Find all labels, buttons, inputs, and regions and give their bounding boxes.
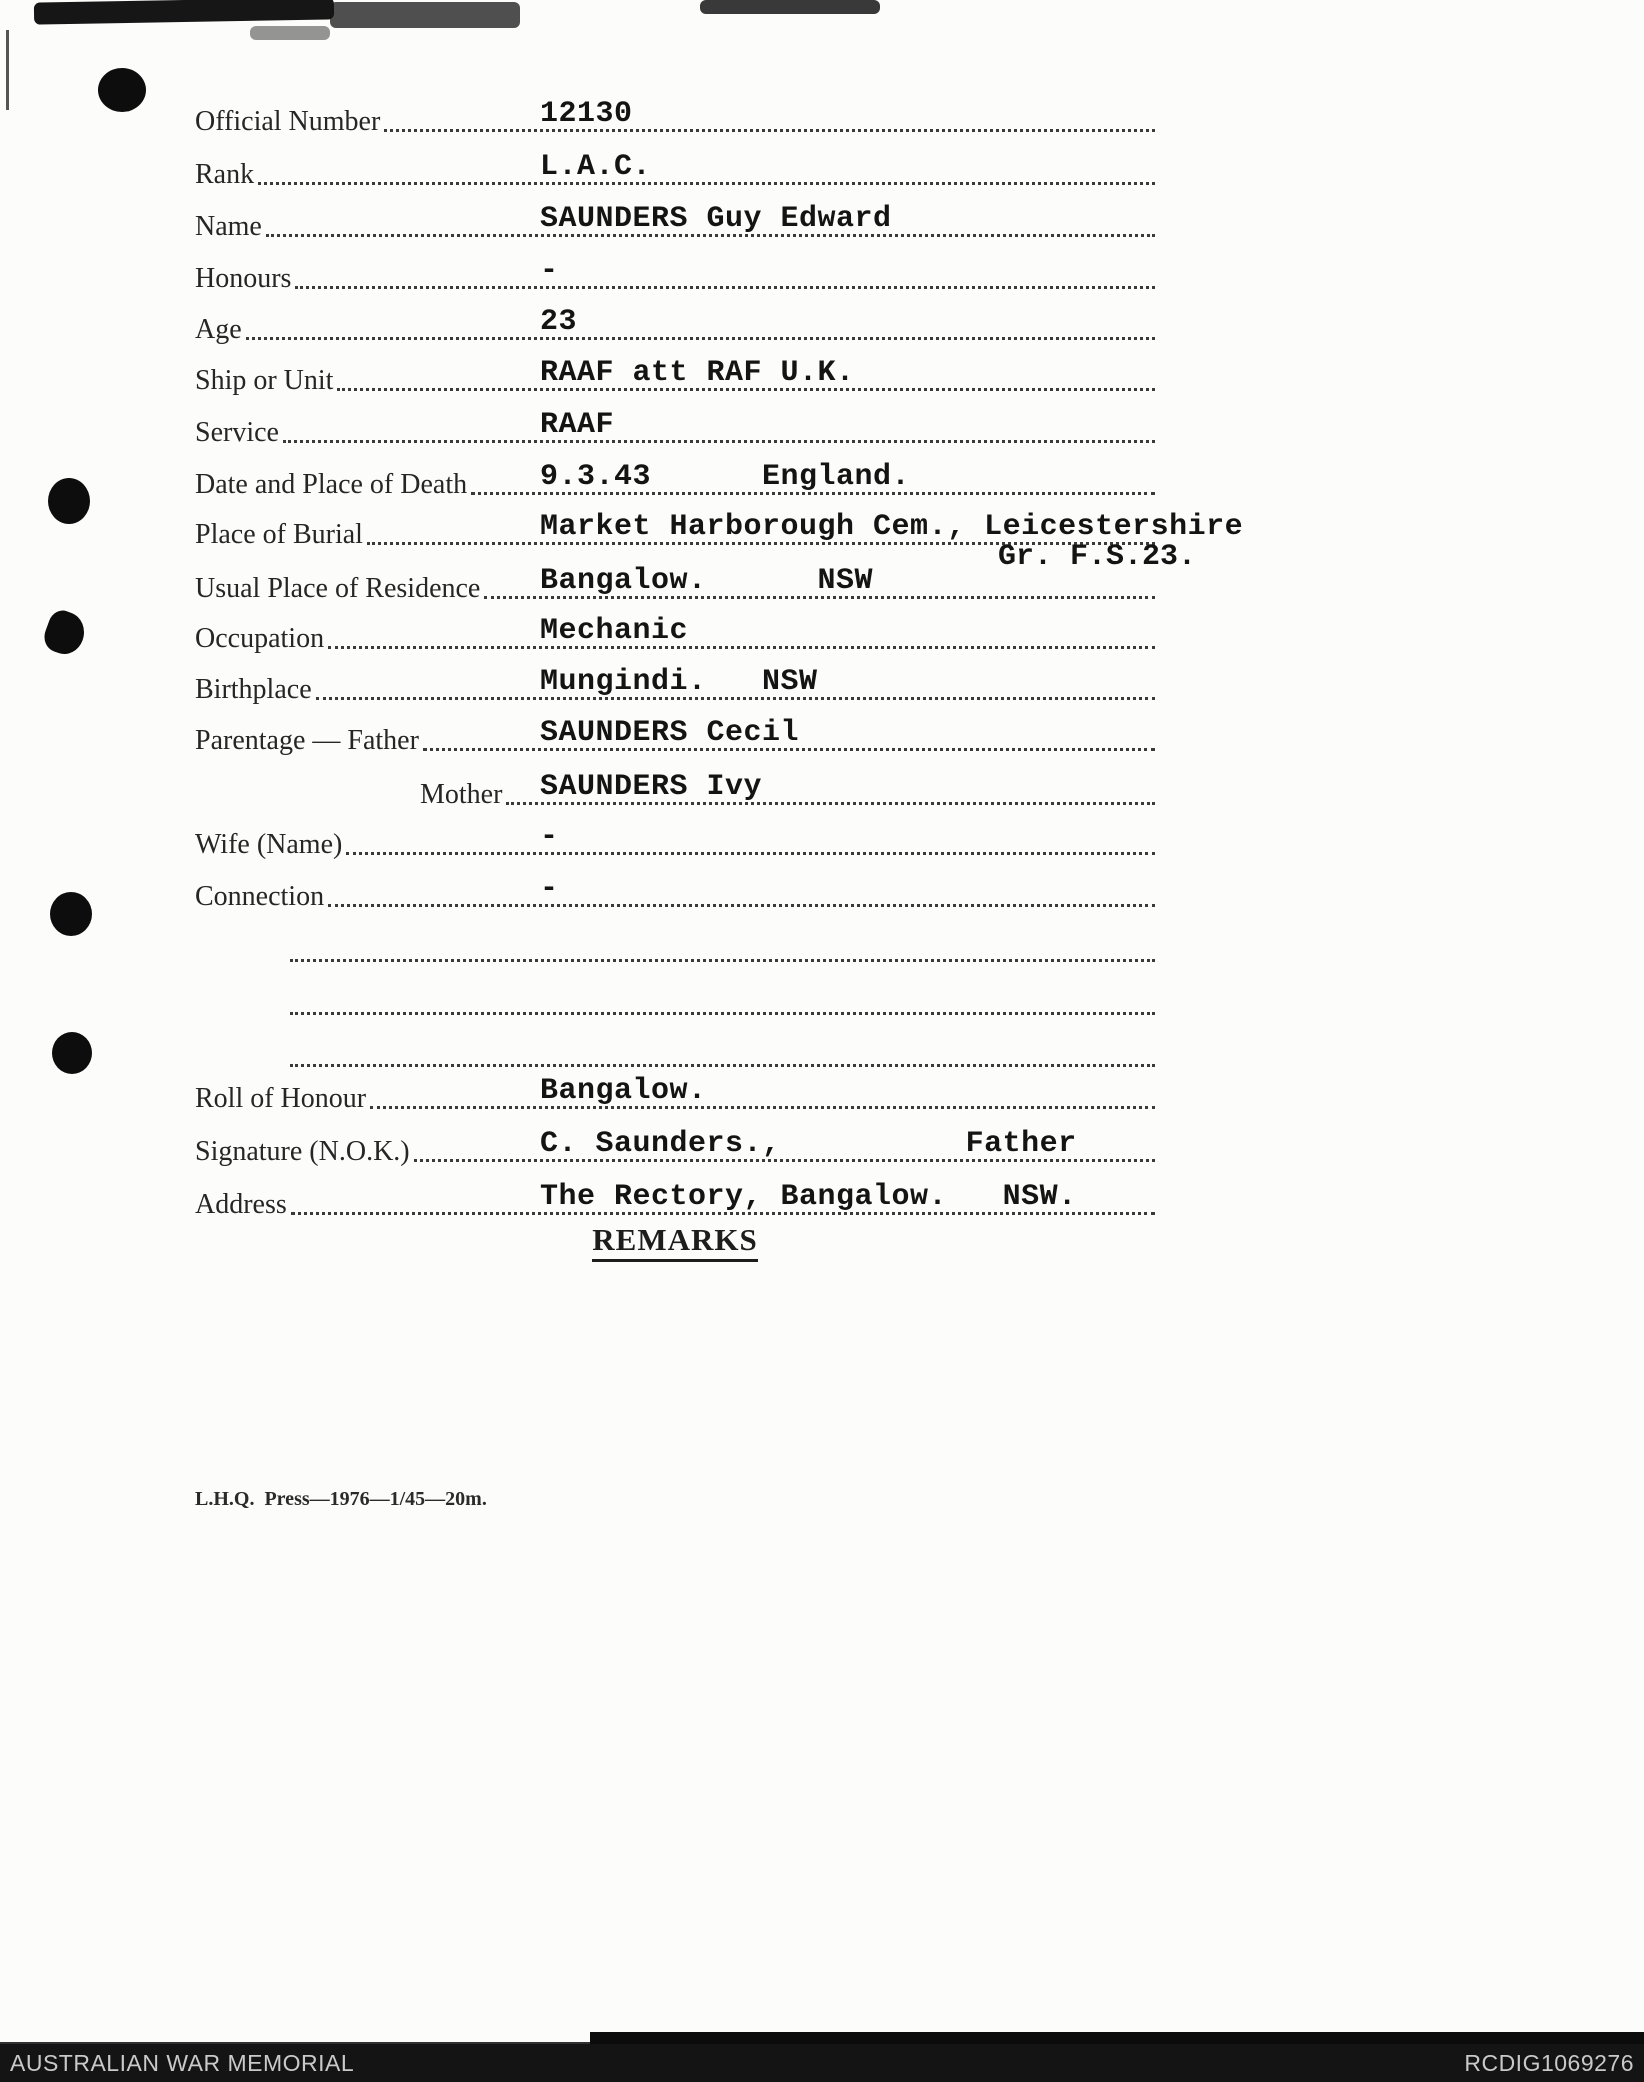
dotted-leader xyxy=(246,336,1155,340)
scan-smudge xyxy=(700,0,880,14)
field-value: SAUNDERS Guy Edward xyxy=(540,202,892,236)
field-row-address xyxy=(195,1178,1155,1220)
remarks-heading-text: REMARKS xyxy=(592,1222,757,1262)
field-value: L.A.C. xyxy=(540,150,652,184)
field-value: - xyxy=(540,254,559,288)
field-value: The Rectory, Bangalow. NSW. xyxy=(540,1180,1077,1214)
field-row-parentage-father xyxy=(195,714,1155,756)
field-row-official-number xyxy=(195,95,1155,137)
field-value: Mungindi. NSW xyxy=(540,665,818,699)
field-row-date-place-of-death xyxy=(195,458,1155,500)
field-row-connection xyxy=(195,870,1155,912)
field-label: Signature (N.O.K.) xyxy=(195,1136,410,1167)
blank-dotted-line xyxy=(290,978,1155,1020)
scan-smudge xyxy=(330,2,520,28)
dotted-leader xyxy=(283,439,1155,443)
hole-punch xyxy=(52,1032,92,1074)
hole-punch xyxy=(48,478,90,524)
hole-punch xyxy=(50,892,92,936)
dotted-leader xyxy=(346,851,1155,855)
scan-smudge xyxy=(250,26,330,40)
dotted-leader xyxy=(290,1011,1155,1015)
dotted-leader xyxy=(328,645,1155,649)
field-label: Roll of Honour xyxy=(195,1083,367,1114)
field-row-roll-of-honour xyxy=(195,1072,1155,1114)
field-row-occupation xyxy=(195,612,1155,654)
scan-smudge xyxy=(34,0,334,25)
field-row-rank xyxy=(195,148,1155,190)
hole-punch xyxy=(98,68,146,112)
field-label: Rank xyxy=(195,159,255,190)
field-value: 12130 xyxy=(540,97,633,131)
archive-record-id: RCDIG1069276 xyxy=(1464,2049,1634,2076)
scan-edge-mark xyxy=(6,30,9,110)
field-value: 23 xyxy=(540,305,578,339)
field-value: RAAF att RAF U.K. xyxy=(540,356,855,390)
field-row-wife-name xyxy=(195,818,1155,860)
field-label: Date and Place of Death xyxy=(195,469,468,500)
field-label: Birthplace xyxy=(195,674,312,705)
field-label: Age xyxy=(195,314,242,345)
dotted-leader xyxy=(258,181,1155,185)
field-value: Bangalow. xyxy=(540,1074,707,1108)
field-label: Name xyxy=(195,211,262,242)
dotted-leader xyxy=(290,958,1155,962)
field-value: 9.3.43 England. xyxy=(540,460,911,494)
field-value: RAAF xyxy=(540,408,615,442)
dotted-leader xyxy=(384,128,1155,132)
dotted-leader xyxy=(295,285,1155,289)
remarks-heading xyxy=(195,1222,1155,1258)
dotted-leader xyxy=(370,1105,1155,1109)
field-value: Market Harborough Cem., Leicestershire xyxy=(540,510,1244,544)
field-row-usual-place-of-residence xyxy=(195,562,1155,604)
archive-source-label: AUSTRALIAN WAR MEMORIAL xyxy=(10,2049,355,2076)
field-row-name xyxy=(195,200,1155,242)
field-label: Address xyxy=(195,1189,287,1220)
field-label: Parentage — Father xyxy=(195,725,419,756)
field-row-honours xyxy=(195,252,1155,294)
field-label: Ship or Unit xyxy=(195,365,334,396)
field-row-ship-or-unit xyxy=(195,354,1155,396)
field-row-service xyxy=(195,406,1155,448)
field-label: Place of Burial xyxy=(195,519,363,550)
dotted-leader xyxy=(290,1063,1155,1067)
field-label: Wife (Name) xyxy=(195,829,343,860)
field-value: SAUNDERS Cecil xyxy=(540,716,800,750)
field-row-signature-nok xyxy=(195,1125,1155,1167)
field-label: Occupation xyxy=(195,623,325,654)
field-label: Official Number xyxy=(195,106,381,137)
printers-imprint: L.H.Q. Press—1976—1/45—20m. xyxy=(195,1488,487,1510)
field-label: Honours xyxy=(195,263,292,294)
field-label: Connection xyxy=(195,881,325,912)
archive-footer-bar xyxy=(0,2044,1644,2082)
field-label: Mother xyxy=(420,779,503,810)
blank-dotted-line xyxy=(290,1030,1155,1072)
field-label: Service xyxy=(195,417,279,448)
field-row-birthplace xyxy=(195,663,1155,705)
field-value: C. Saunders., Father xyxy=(540,1127,1077,1161)
field-value-overflow: Gr. F.S.23. xyxy=(998,540,1197,574)
field-value: - xyxy=(540,820,559,854)
field-value: Mechanic xyxy=(540,614,689,648)
dotted-leader xyxy=(328,903,1155,907)
field-value: Bangalow. NSW xyxy=(540,564,874,598)
field-value: - xyxy=(540,872,559,906)
field-label: Usual Place of Residence xyxy=(195,573,481,604)
field-row-parentage-mother xyxy=(195,768,1155,810)
field-row-age xyxy=(195,303,1155,345)
blank-dotted-line xyxy=(290,925,1155,967)
ink-smudge xyxy=(40,607,90,659)
field-value: SAUNDERS Ivy xyxy=(540,770,763,804)
